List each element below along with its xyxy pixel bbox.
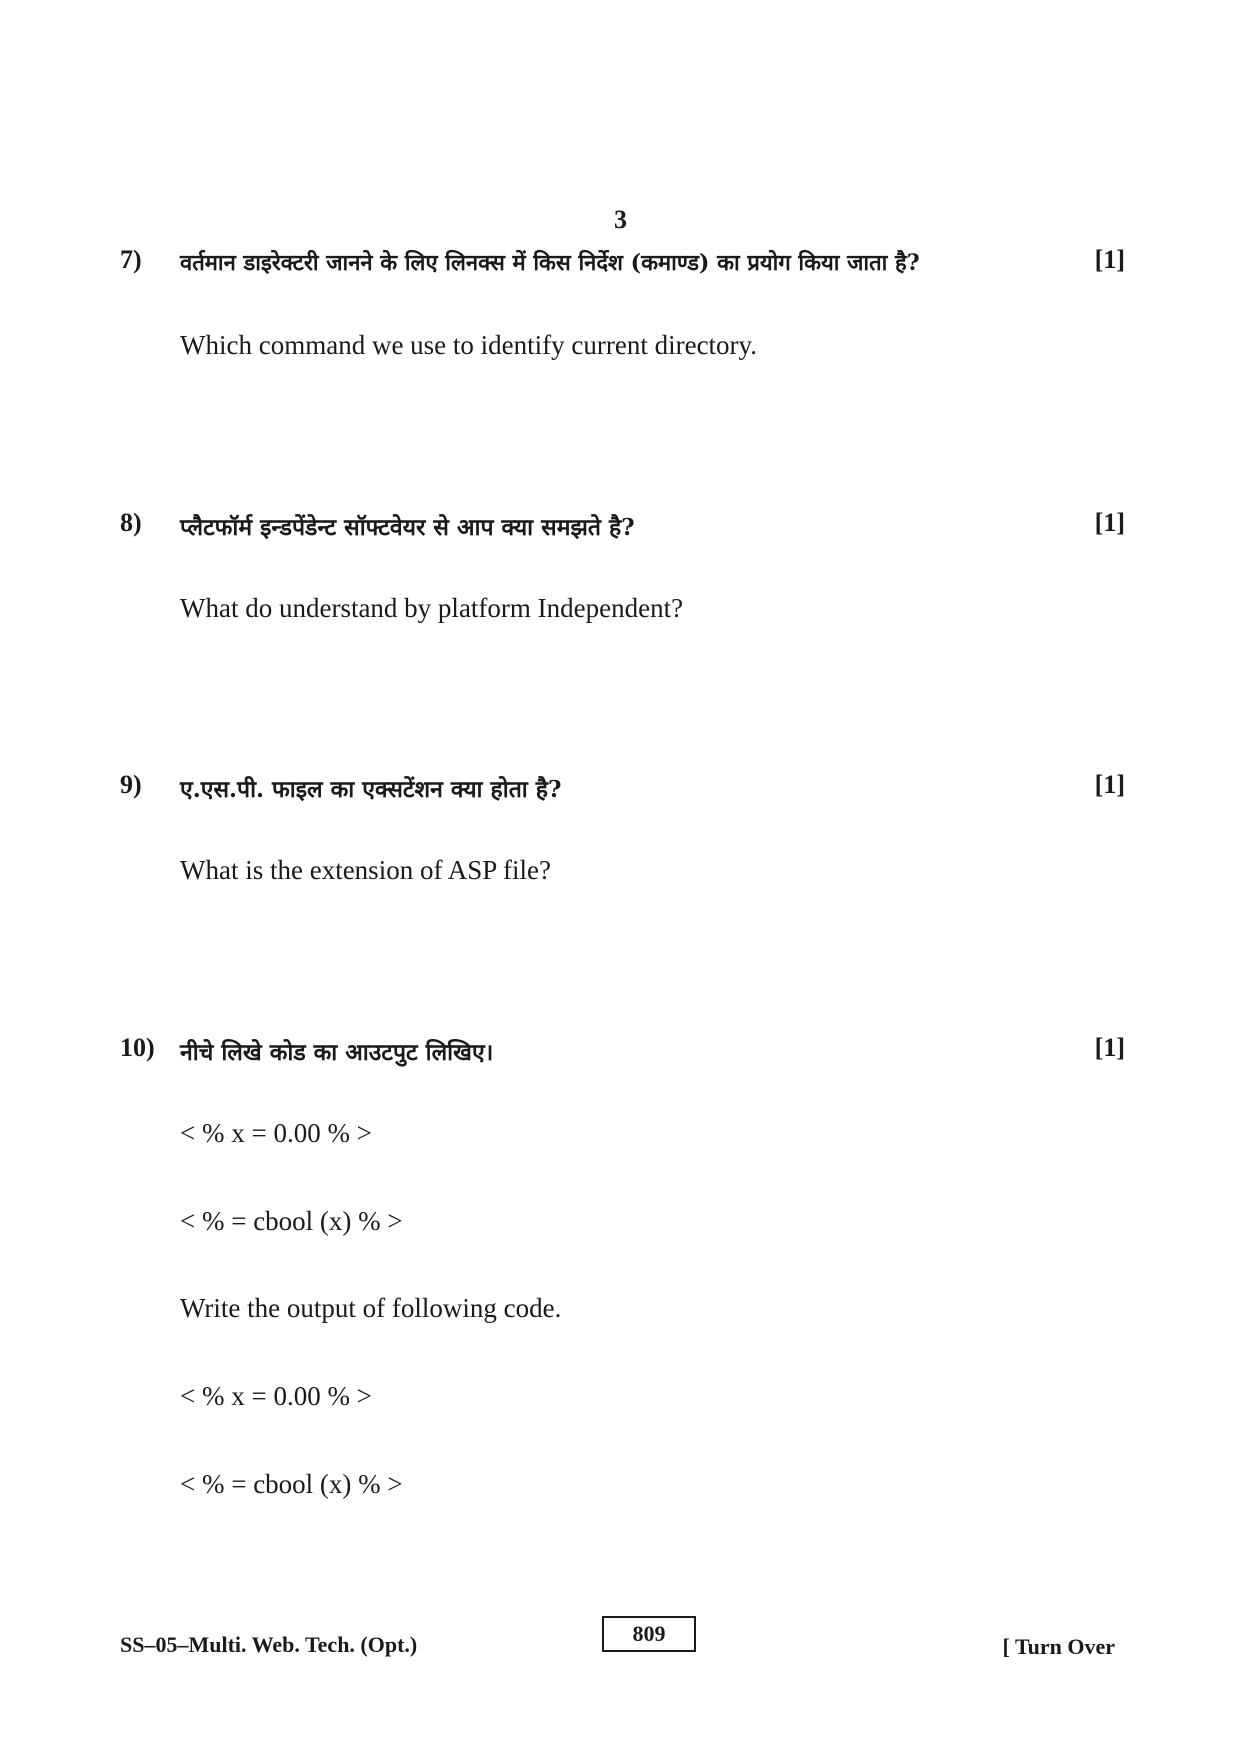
question-number: 9) xyxy=(120,770,142,799)
question-number: 7) xyxy=(120,245,142,274)
question-marks: [1] xyxy=(1094,508,1125,537)
question-hindi-text: प्लैटफॉर्म इन्डपेंडेन्ट सॉफ्टवेयर से आप क्या समझते है? xyxy=(180,514,635,541)
page-number: 3 xyxy=(614,205,627,234)
question-9-english-text: What is the extension of ASP file? xyxy=(180,855,551,885)
question-hindi-text: नीचे लिखे कोड का आउटपुट लिखिए। xyxy=(180,1039,494,1066)
question-7-english-text: Which command we use to identify current directory. xyxy=(180,330,758,360)
code-line: < % = cbool (x) % > xyxy=(180,1469,403,1499)
footer-subject-code: SS–05–Multi. Web. Tech. (Opt.) xyxy=(120,1632,418,1657)
question-hindi-text: वर्तमान डाइरेक्टरी जानने के लिए लिनक्स में किस निर्देश (कमाण्ड) का प्रयोग किया जाता है? xyxy=(180,250,920,276)
question-10-english-text: Write the output of following code. xyxy=(180,1293,562,1323)
question-marks: [1] xyxy=(1094,770,1125,799)
code-line: < % = cbool (x) % > xyxy=(180,1206,403,1236)
question-hindi-text: ए.एस.पी. फाइल का एक्सटेंशन क्या होता है? xyxy=(180,776,562,803)
question-number: 8) xyxy=(120,508,142,537)
question-marks: [1] xyxy=(1094,245,1125,274)
code-line: < % x = 0.00 % > xyxy=(180,1118,372,1148)
code-line: < % x = 0.00 % > xyxy=(180,1381,372,1411)
question-8-english-text: What do understand by platform Independent? xyxy=(180,593,684,623)
question-number: 10) xyxy=(120,1033,155,1062)
footer-paper-code-box: 809 xyxy=(602,1616,696,1652)
footer-turn-over: [ Turn Over xyxy=(1002,1634,1115,1659)
question-marks: [1] xyxy=(1094,1033,1125,1062)
